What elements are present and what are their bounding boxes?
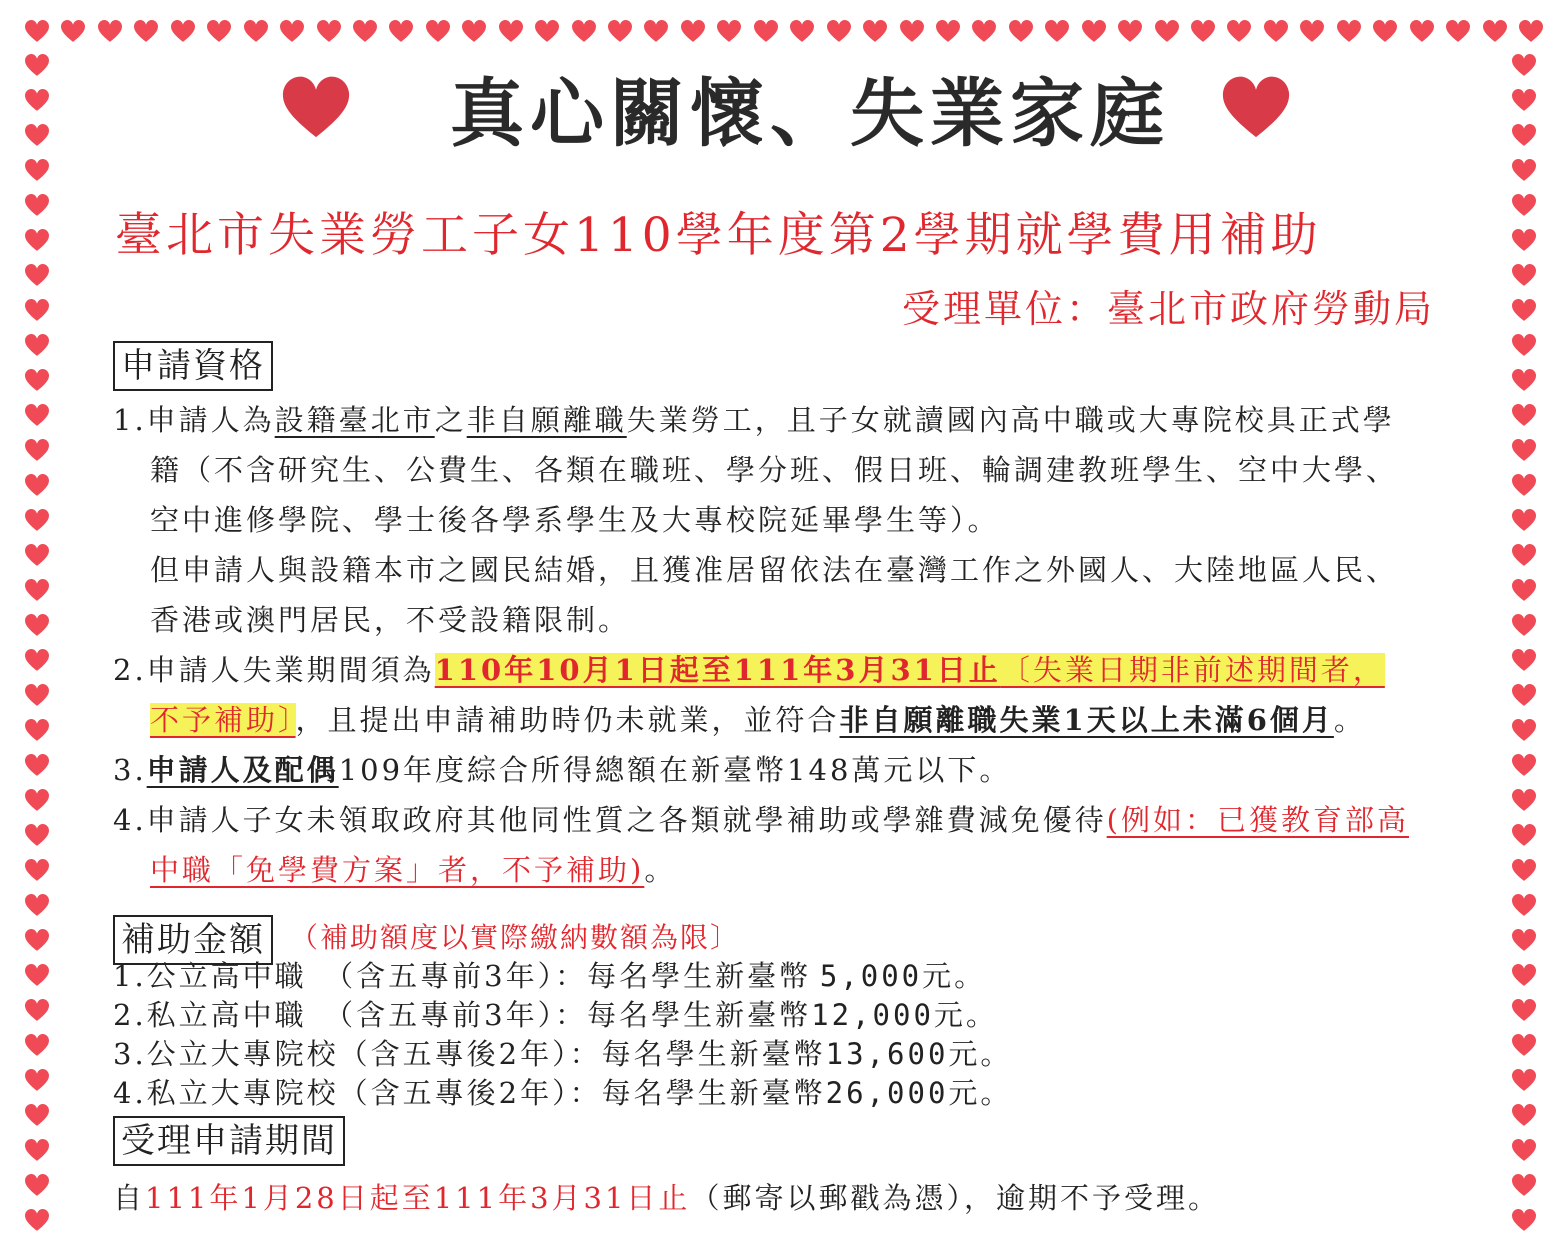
heart-icon bbox=[1044, 18, 1070, 52]
text: 。 bbox=[1333, 703, 1366, 737]
heart-icon bbox=[1511, 227, 1541, 253]
heart-icon bbox=[24, 402, 54, 428]
heart-icon bbox=[24, 472, 54, 498]
heart-icon bbox=[206, 18, 232, 52]
heart-icon bbox=[1190, 18, 1216, 52]
heart-icon bbox=[388, 18, 414, 52]
text: 失業勞工，且子女就讀國內高中職或大專院校具正式學 bbox=[626, 403, 1395, 437]
heart-icon bbox=[1511, 892, 1541, 918]
amount-label: ：每名學生新臺幣 bbox=[555, 998, 812, 1032]
heart-icon bbox=[1117, 18, 1143, 52]
heart-icon bbox=[24, 857, 54, 883]
heart-icon bbox=[1511, 297, 1541, 323]
heart-icon bbox=[24, 157, 54, 183]
heart-icon bbox=[1154, 18, 1180, 52]
application-dates: 111年1月28日起至111年3月31日止 bbox=[145, 1181, 691, 1215]
heart-icon bbox=[24, 332, 54, 358]
heart-icon bbox=[899, 18, 925, 52]
heart-icon bbox=[862, 18, 888, 52]
section-heading-period: 受理申請期間 bbox=[113, 1116, 345, 1166]
school-scope: （含五專後2年） bbox=[338, 1037, 570, 1071]
text: 1.申請人為 bbox=[113, 403, 275, 437]
heart-icon bbox=[97, 18, 123, 52]
text-underlined: 非自願離職 bbox=[466, 403, 627, 437]
heart-icon bbox=[789, 18, 815, 52]
heart-icon bbox=[1511, 997, 1541, 1023]
heart-icon bbox=[1518, 18, 1544, 52]
eligibility-item-1-line-3: 空中進修學院、學士後各學系學生及大專校院延畢學生等）。 bbox=[150, 503, 1000, 537]
heart-icon bbox=[24, 192, 54, 218]
heart-icon bbox=[1226, 18, 1252, 52]
school-scope: （含五專前3年） bbox=[338, 998, 556, 1032]
text-note: 〔失業日期非前述期間者， bbox=[1000, 653, 1385, 687]
heart-icon bbox=[1511, 1102, 1541, 1128]
heart-icon bbox=[24, 1172, 54, 1198]
eligibility-item-3 bbox=[113, 750, 1011, 790]
heart-icon bbox=[24, 752, 54, 778]
heart-icon bbox=[1511, 402, 1541, 428]
heart-icon bbox=[1511, 752, 1541, 778]
program-subtitle: 臺北市失業勞工子女110學年度第2學期就學費用補助 bbox=[115, 208, 1322, 263]
amount-value: 26,000元。 bbox=[825, 1076, 1013, 1110]
heart-icon bbox=[1081, 18, 1107, 52]
eligibility-item-2 bbox=[113, 650, 1385, 690]
heart-icon bbox=[170, 18, 196, 52]
text-underlined: 非自願離職失業1天以上未滿6個月 bbox=[839, 703, 1334, 737]
heart-icon bbox=[1511, 962, 1541, 988]
amount-value: 13,600元。 bbox=[825, 1037, 1013, 1071]
heart-icon bbox=[1511, 1207, 1541, 1233]
school-scope: （含五專前3年） bbox=[338, 959, 556, 993]
heart-border-top bbox=[24, 18, 1544, 52]
text: 之 bbox=[434, 403, 467, 437]
heart-icon bbox=[971, 18, 997, 52]
heart-icon bbox=[607, 18, 633, 52]
eligibility-item-4 bbox=[113, 800, 1409, 840]
amount-label: ：每名學生新臺幣 bbox=[569, 1037, 826, 1071]
unemployment-period: 110年10月1日起至111年3月31日止 bbox=[434, 653, 1001, 687]
heart-icon bbox=[1511, 157, 1541, 183]
eligibility-item-1-line-2: 籍（不含研究生、公費生、各類在職班、學分班、假日班、輪調建教班學生、空中大學、 bbox=[150, 453, 1399, 487]
heart-icon bbox=[1511, 262, 1541, 288]
heart-icon bbox=[1511, 612, 1541, 638]
heart-icon bbox=[1263, 18, 1289, 52]
heart-icon bbox=[1409, 18, 1435, 52]
heart-icon bbox=[24, 1102, 54, 1128]
heart-icon bbox=[24, 122, 54, 148]
text: ，且提出申請補助時仍未就業，並符合 bbox=[295, 703, 840, 737]
heart-icon bbox=[24, 612, 54, 638]
heart-icon bbox=[1511, 332, 1541, 358]
section-heading-amount: 補助金額 bbox=[113, 915, 273, 965]
heart-icon bbox=[1511, 87, 1541, 113]
heart-icon bbox=[1299, 18, 1325, 52]
heart-icon bbox=[1511, 52, 1541, 78]
heart-icon bbox=[24, 507, 54, 533]
heart-icon bbox=[352, 18, 378, 52]
heart-icon bbox=[60, 18, 86, 52]
heart-icon bbox=[24, 262, 54, 288]
heart-icon bbox=[24, 1067, 54, 1093]
heart-icon bbox=[24, 227, 54, 253]
heart-icon bbox=[24, 1207, 54, 1233]
heart-icon bbox=[680, 18, 706, 52]
heart-icon bbox=[1482, 18, 1508, 52]
text-note: (例如：已獲教育部高 bbox=[1106, 803, 1409, 837]
heart-icon bbox=[1511, 1172, 1541, 1198]
heart-icon bbox=[425, 18, 451, 52]
heart-icon bbox=[280, 74, 352, 140]
school-type: 2.私立高中職 bbox=[113, 998, 339, 1032]
heart-icon bbox=[1511, 647, 1541, 673]
heart-icon bbox=[461, 18, 487, 52]
heart-icon bbox=[24, 787, 54, 813]
heart-icon bbox=[24, 297, 54, 323]
heart-icon bbox=[1511, 437, 1541, 463]
heart-icon bbox=[1511, 1137, 1541, 1163]
heart-icon bbox=[24, 682, 54, 708]
text-note: 中職「免學費方案」者，不予補助) bbox=[150, 853, 645, 887]
heart-icon bbox=[643, 18, 669, 52]
heart-border-right bbox=[1511, 52, 1541, 1233]
heart-icon bbox=[24, 18, 50, 52]
school-scope: （含五專後2年） bbox=[338, 1076, 570, 1110]
heart-icon bbox=[1511, 857, 1541, 883]
eligibility-item-1 bbox=[113, 400, 1395, 440]
amount-row bbox=[113, 956, 986, 996]
heart-icon bbox=[24, 717, 54, 743]
heart-icon bbox=[24, 647, 54, 673]
application-period bbox=[113, 1178, 1220, 1218]
heart-icon bbox=[1511, 927, 1541, 953]
heart-icon bbox=[1511, 472, 1541, 498]
heart-icon bbox=[1511, 822, 1541, 848]
heart-icon bbox=[1445, 18, 1471, 52]
heart-icon bbox=[1511, 717, 1541, 743]
amount-note: （補助額度以實際繳納數額為限〕 bbox=[290, 921, 741, 954]
school-type: 3.公立大專院校 bbox=[113, 1037, 339, 1071]
heart-icon bbox=[571, 18, 597, 52]
heart-icon bbox=[1511, 1067, 1541, 1093]
school-type: 4.私立大專院校 bbox=[113, 1076, 339, 1110]
heart-icon bbox=[935, 18, 961, 52]
section-heading-eligibility: 申請資格 bbox=[113, 341, 273, 391]
main-title: 真心關懷、失業家庭 bbox=[450, 71, 1170, 157]
title-row bbox=[280, 66, 1340, 176]
heart-icon bbox=[24, 87, 54, 113]
heart-icon bbox=[24, 822, 54, 848]
heart-icon bbox=[716, 18, 742, 52]
heart-icon bbox=[24, 962, 54, 988]
heart-icon bbox=[243, 18, 269, 52]
amount-row bbox=[113, 1073, 1013, 1113]
heart-icon bbox=[498, 18, 524, 52]
heart-icon bbox=[1511, 787, 1541, 813]
heart-icon bbox=[1511, 1032, 1541, 1058]
heart-icon bbox=[316, 18, 342, 52]
school-type: 1.公立高中職 bbox=[113, 959, 339, 993]
heart-icon bbox=[1511, 542, 1541, 568]
text: （郵寄以郵戳為憑），逾期不予受理。 bbox=[690, 1181, 1220, 1215]
heart-icon bbox=[24, 1137, 54, 1163]
amount-label: ：每名學生新臺幣 bbox=[569, 1076, 826, 1110]
text: 。 bbox=[644, 853, 677, 887]
heart-icon bbox=[1336, 18, 1362, 52]
eligibility-item-4-line-2 bbox=[150, 850, 676, 890]
heart-icon bbox=[1511, 507, 1541, 533]
eligibility-item-2-line-2 bbox=[150, 700, 1366, 740]
amount-row bbox=[113, 995, 998, 1035]
heart-icon bbox=[1511, 367, 1541, 393]
heart-icon bbox=[133, 18, 159, 52]
heart-icon bbox=[1511, 577, 1541, 603]
heart-icon bbox=[24, 367, 54, 393]
heart-icon bbox=[24, 997, 54, 1023]
heart-icon bbox=[1008, 18, 1034, 52]
text: 4.申請人子女未領取政府其他同性質之各類就學補助或學雜費減免優待 bbox=[113, 803, 1107, 837]
heart-icon bbox=[1511, 192, 1541, 218]
text-note: 不予補助〕 bbox=[150, 703, 296, 737]
text-underlined: 申請人及配偶 bbox=[146, 753, 339, 787]
heart-icon bbox=[24, 927, 54, 953]
heart-icon bbox=[1511, 682, 1541, 708]
heart-icon bbox=[24, 577, 54, 603]
heart-icon bbox=[1511, 122, 1541, 148]
heart-icon bbox=[24, 892, 54, 918]
heart-icon bbox=[1372, 18, 1398, 52]
heart-icon bbox=[24, 52, 54, 78]
heart-icon bbox=[1220, 74, 1292, 140]
amount-value: 5,000元。 bbox=[819, 959, 987, 993]
heart-icon bbox=[826, 18, 852, 52]
heart-border-left bbox=[24, 52, 54, 1233]
heart-icon bbox=[279, 18, 305, 52]
text: 2.申請人失業期間須為 bbox=[113, 653, 435, 687]
heart-icon bbox=[753, 18, 779, 52]
text: 109年度綜合所得總額在新臺幣148萬元以下。 bbox=[338, 753, 1012, 787]
heart-icon bbox=[534, 18, 560, 52]
eligibility-item-1-line-5: 香港或澳門居民，不受設籍限制。 bbox=[150, 603, 631, 637]
amount-label: ：每名學生新臺幣 bbox=[555, 959, 812, 993]
heart-icon bbox=[24, 542, 54, 568]
text: 自 bbox=[113, 1181, 146, 1215]
amount-row bbox=[113, 1034, 1013, 1074]
heart-icon bbox=[24, 437, 54, 463]
text: 3. bbox=[113, 753, 147, 787]
amount-value: 12,000元。 bbox=[811, 998, 998, 1032]
text-underlined: 設籍臺北市 bbox=[274, 403, 435, 437]
eligibility-item-1-line-4: 但申請人與設籍本市之國民結婚，且獲准居留依法在臺灣工作之外國人、大陸地區人民、 bbox=[150, 553, 1399, 587]
responsible-office: 受理單位：臺北市政府勞動局 bbox=[901, 287, 1435, 331]
heart-icon bbox=[24, 1032, 54, 1058]
